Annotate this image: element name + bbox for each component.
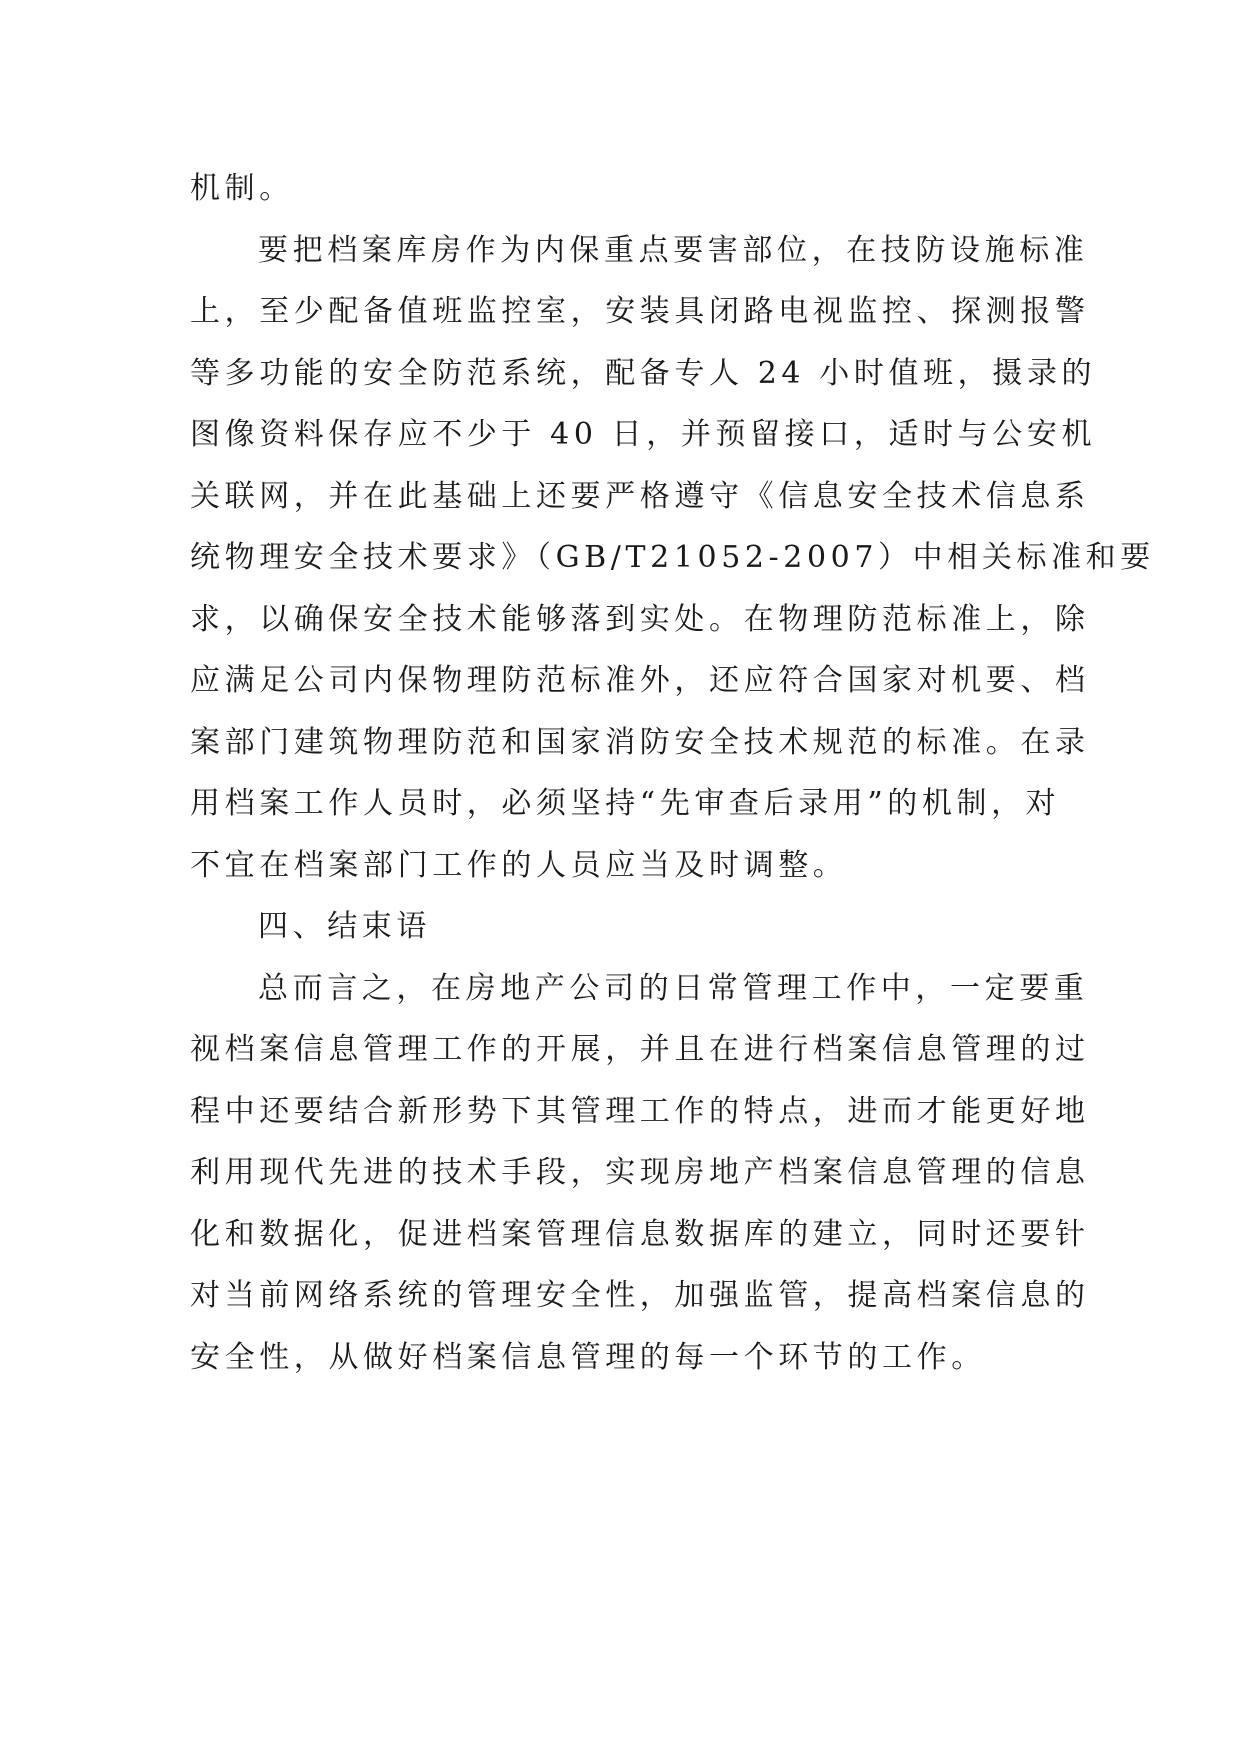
text-line: 视档案信息管理工作的开展，并且在进行档案信息管理的过 [190, 1032, 1090, 1067]
text-line: 程中还要结合新形势下其管理工作的特点，进而才能更好地 [190, 1093, 1090, 1129]
text-line: 图像资料保存应不少于 40 日，并预留接口，适时与公安机 [190, 417, 1097, 452]
text-line: 统物理安全技术要求》（GB/T21052-2007）中相关标准和要 [190, 540, 1155, 575]
text-line: 机制。 [190, 171, 294, 206]
text-line: 化和数据化，促进档案管理信息数据库的建立，同时还要针 [190, 1216, 1090, 1252]
text-line: 上，至少配备值班监控室，安装具闭路电视监控、探测报警 [190, 294, 1090, 329]
text-line: 应满足公司内保物理防范标准外，还应符合国家对机要、档 [190, 663, 1090, 698]
text-line: 关联网，并在此基础上还要严格遵守《信息安全技术信息系 [190, 478, 1090, 514]
text-line: 用档案工作人员时，必须坚持“先审查后录用”的机制，对 [190, 786, 1061, 821]
paragraph-first-line: 要把档案库房作为内保重点要害部位，在技防设施标准 [258, 232, 1089, 268]
text-line: 求，以确保安全技术能够落到实处。在物理防范标准上，除 [190, 601, 1090, 637]
paragraph-first-line: 总而言之，在房地产公司的日常管理工作中，一定要重 [258, 970, 1089, 1006]
document-body [190, 158, 1155, 1388]
section-heading: 四、结束语 [258, 909, 431, 944]
text-line: 利用现代先进的技术手段，实现房地产档案信息管理的信息 [190, 1155, 1090, 1190]
text-line: 案部门建筑物理防范和国家消防安全技术规范的标准。在录 [190, 724, 1090, 760]
text-line: 安全性，从做好档案信息管理的每一个环节的工作。 [190, 1339, 986, 1375]
text-line: 等多功能的安全防范系统，配备专人 24 小时值班，摄录的 [190, 355, 1097, 391]
text-line: 对当前网络系统的管理安全性，加强监管，提高档案信息的 [190, 1278, 1090, 1313]
text-line: 不宜在档案部门工作的人员应当及时调整。 [190, 847, 848, 883]
